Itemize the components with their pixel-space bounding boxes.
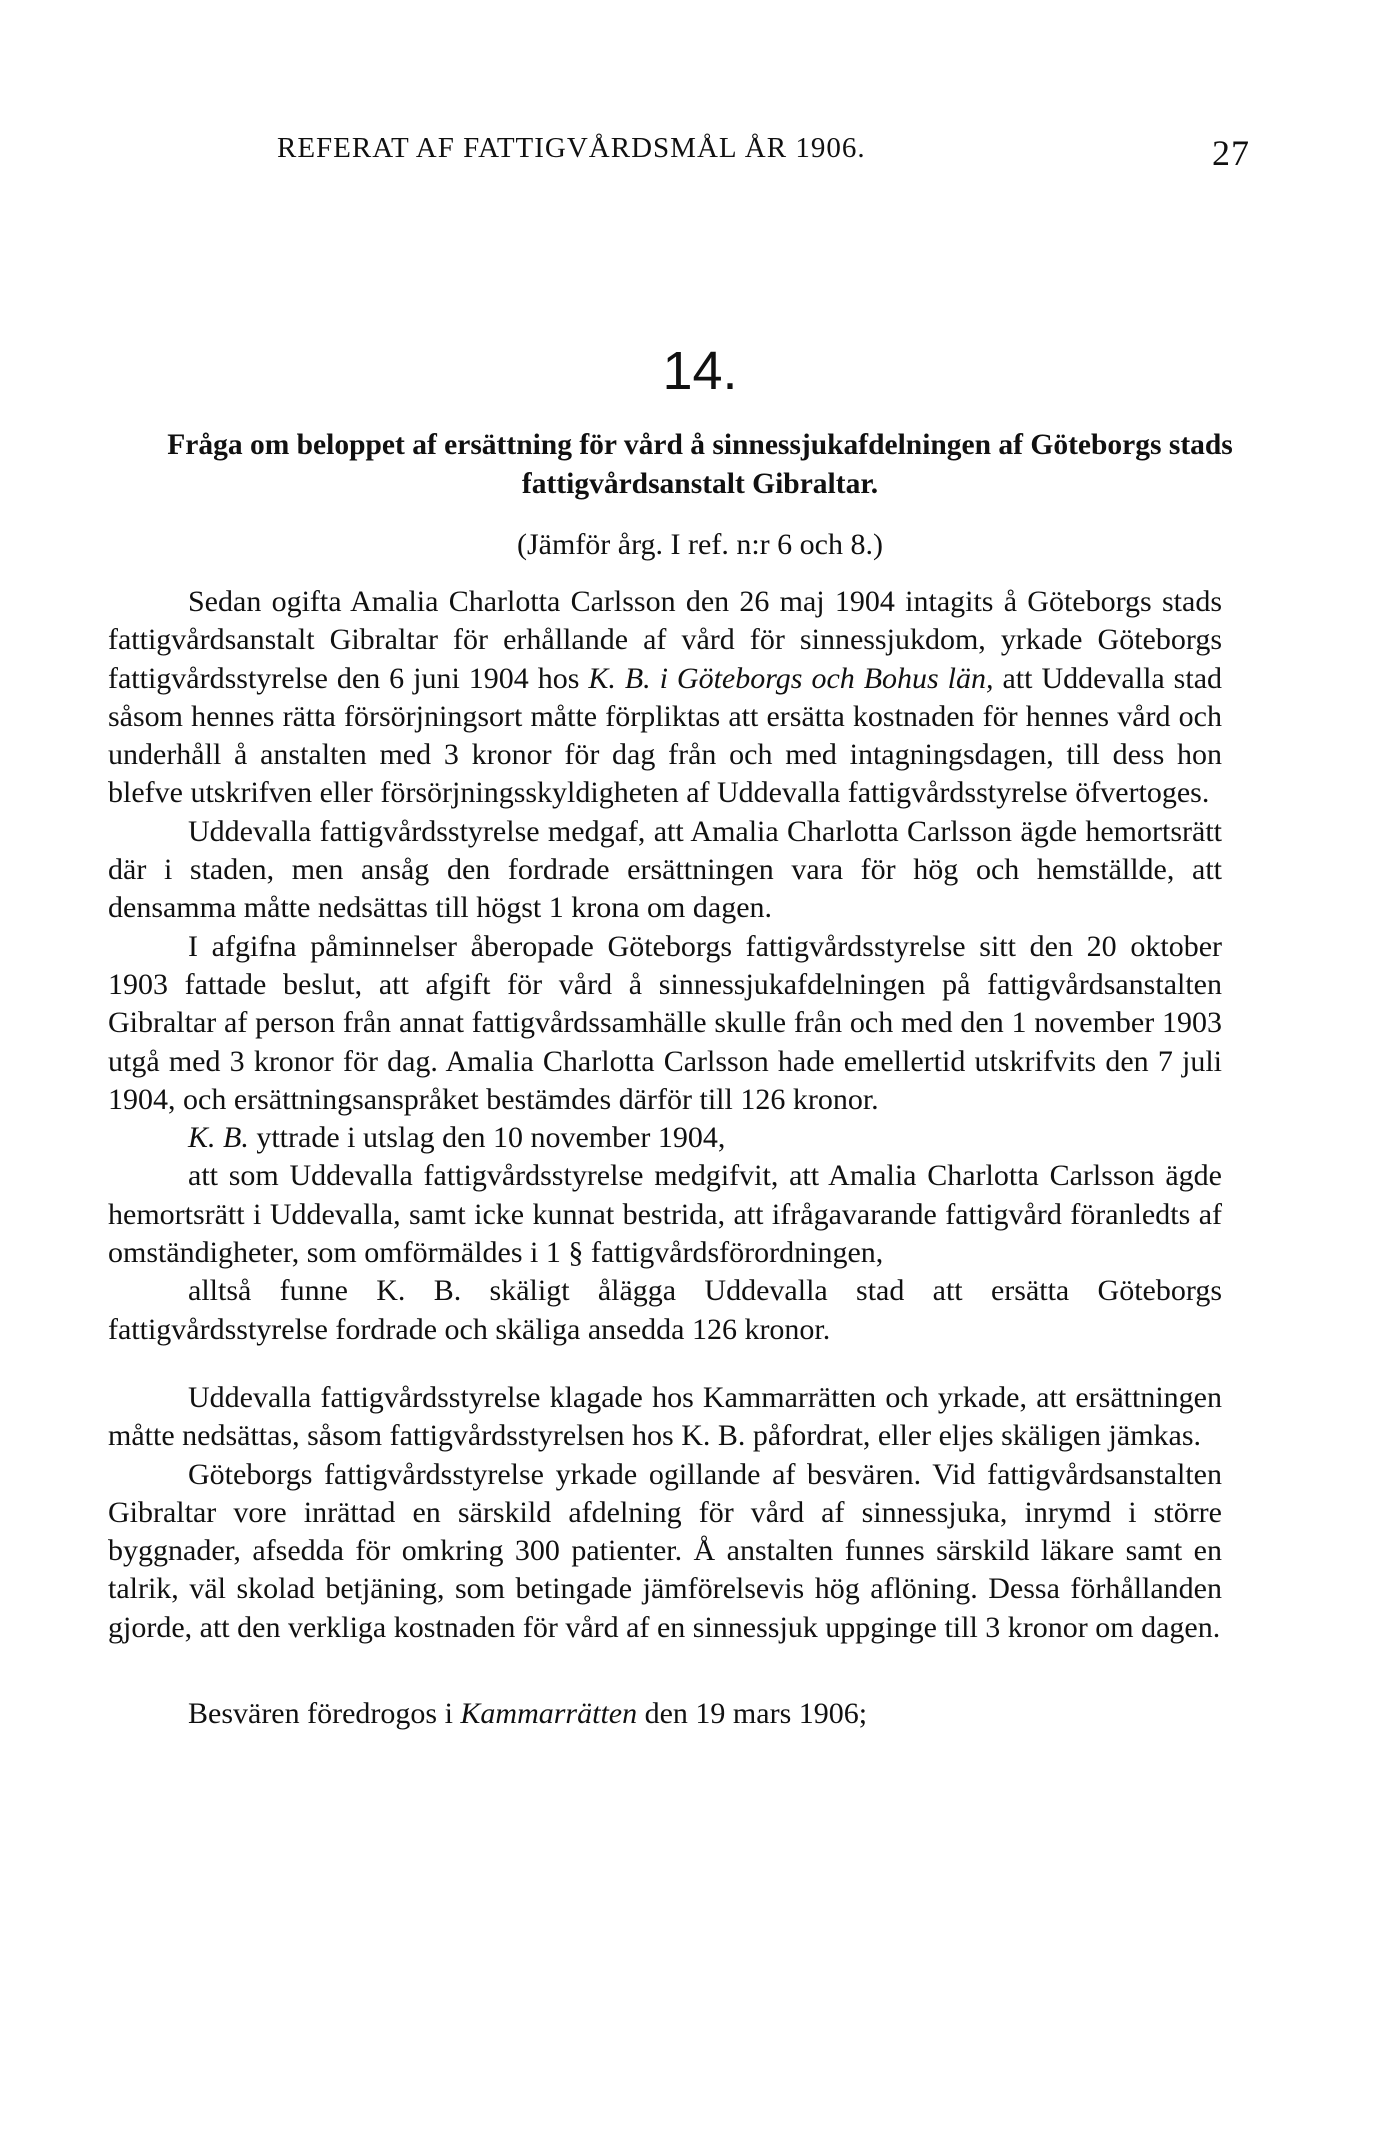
paragraph-5: att som Uddevalla fattigvårdsstyrelse medgifvit, att Amalia Charlotta Carlsson ägde hemortsrätt i Uddevalla, samt icke kunnat bestrida, att ifrågavarande fattigvård föranledts af omständigheter, som omförmäldes i 1 § fattigvårdsförordningen,	[108, 1159, 1222, 1270]
paragraph-6: alltså funne K. B. skäligt ålägga Uddevalla stad att ersätta Göteborgs fattigvårdsstyrelse fordrade och skäliga ansedda 126 kronor.	[108, 1274, 1222, 1346]
paragraph-1-text-b: att Uddevalla stad såsom hennes rätta försörjningsort måtte förpliktas att ersätta kostnaden för hennes vård och underhåll å anstalten med 3 kronor för dag från och med intagningsdagen, till dess hon blefve utskrifven eller försörjningsskyldigheten af Uddevalla fattigvårdsstyrelse öfvertoges.	[108, 661, 1223, 810]
section-heading: Fråga om beloppet af ersättning för vård å sinnessjukafdelningen af Göteborgs stads fattigvårdsanstalt Gibraltar.	[167, 429, 1233, 500]
paragraph-4-text: yttrade i utslag den 10 november 1904,	[248, 1121, 726, 1155]
paragraph-2: Uddevalla fattigvårdsstyrelse medgaf, att Amalia Charlotta Carlsson ägde hemortsrätt där i staden, men ansåg den fordrade ersättningen vara för hög och hemställde, att densamma måtte nedsättas till högst 1 krona om dagen.	[108, 814, 1222, 925]
paragraph-9	[108, 1695, 1222, 1733]
section-number: 14.	[662, 341, 738, 401]
paragraph-9-text-b: den 19 mars 1906;	[637, 1697, 868, 1731]
paragraph-4-authority: K. B.	[188, 1121, 249, 1155]
section-cross-reference: (Jämför årg. I ref. n:r 6 och 8.)	[517, 528, 883, 561]
running-header	[242, 132, 1250, 172]
paragraph-1-text-a: Sedan ogifta Amalia Charlotta Carlsson den 26 maj 1904 intagits å Göteborgs stads fattigvårdsanstalt Gibraltar för erhållande af vård för sinnessjukdom, yrkade Göteborgs fattigvårdsstyrelse den 6 juni 1904 hos	[108, 585, 1222, 695]
page-number: 27	[1212, 133, 1250, 173]
paragraph-9-court: Kammarrätten	[460, 1697, 638, 1731]
paragraph-9-text-a: Besvären föredrogos i	[188, 1697, 461, 1731]
paragraph-8: Göteborgs fattigvårdsstyrelse yrkade ogillande af besvären. Vid fattigvårdsanstalten Gibraltar vore inrättad en särskild afdelning för vård af sinnessjuka, inrymd i större byggnader, afsedda för omkring 300 patienter. Å anstalten funnes särskild läkare samt en talrik, väl skolad betjäning, som betingade jämförelsevis hög aflöning. Dessa förhållanden gjorde, att den verkliga kostnaden för vård af en sinnessjuk uppginge till 3 kronor om dagen.	[108, 1457, 1222, 1644]
body-text	[108, 583, 1222, 1733]
paragraph-4	[108, 1119, 1222, 1157]
running-title: REFERAT AF FATTIGVÅRDSMÅL ÅR 1906.	[277, 132, 866, 164]
paragraph-1	[108, 583, 1222, 813]
paragraph-1-authority: K. B. i Göteborgs och Bohus län,	[588, 661, 994, 695]
paragraph-7: Uddevalla fattigvårdsstyrelse klagade hos Kammarrätten och yrkade, att ersättningen måtte nedsättas, såsom fattigvårdsstyrelsen hos K. B. påfordrat, eller eljes skäligen jämkas.	[108, 1380, 1222, 1453]
paragraph-3: I afgifna påminnelser åberopade Göteborgs fattigvårdsstyrelse sitt den 20 oktober 1903 fattade beslut, att afgift för vård å sinnessjukafdelningen på fattigvårdsanstalten Gibraltar af person från annat fattigvårdssamhälle skulle från och med den 1 november 1903 utgå med 3 kronor för dag. Amalia Charlotta Carlsson hade emellertid utskrifvits den 7 juli 1904, och ersättningsanspråket bestämdes därför till 126 kronor.	[108, 929, 1222, 1116]
